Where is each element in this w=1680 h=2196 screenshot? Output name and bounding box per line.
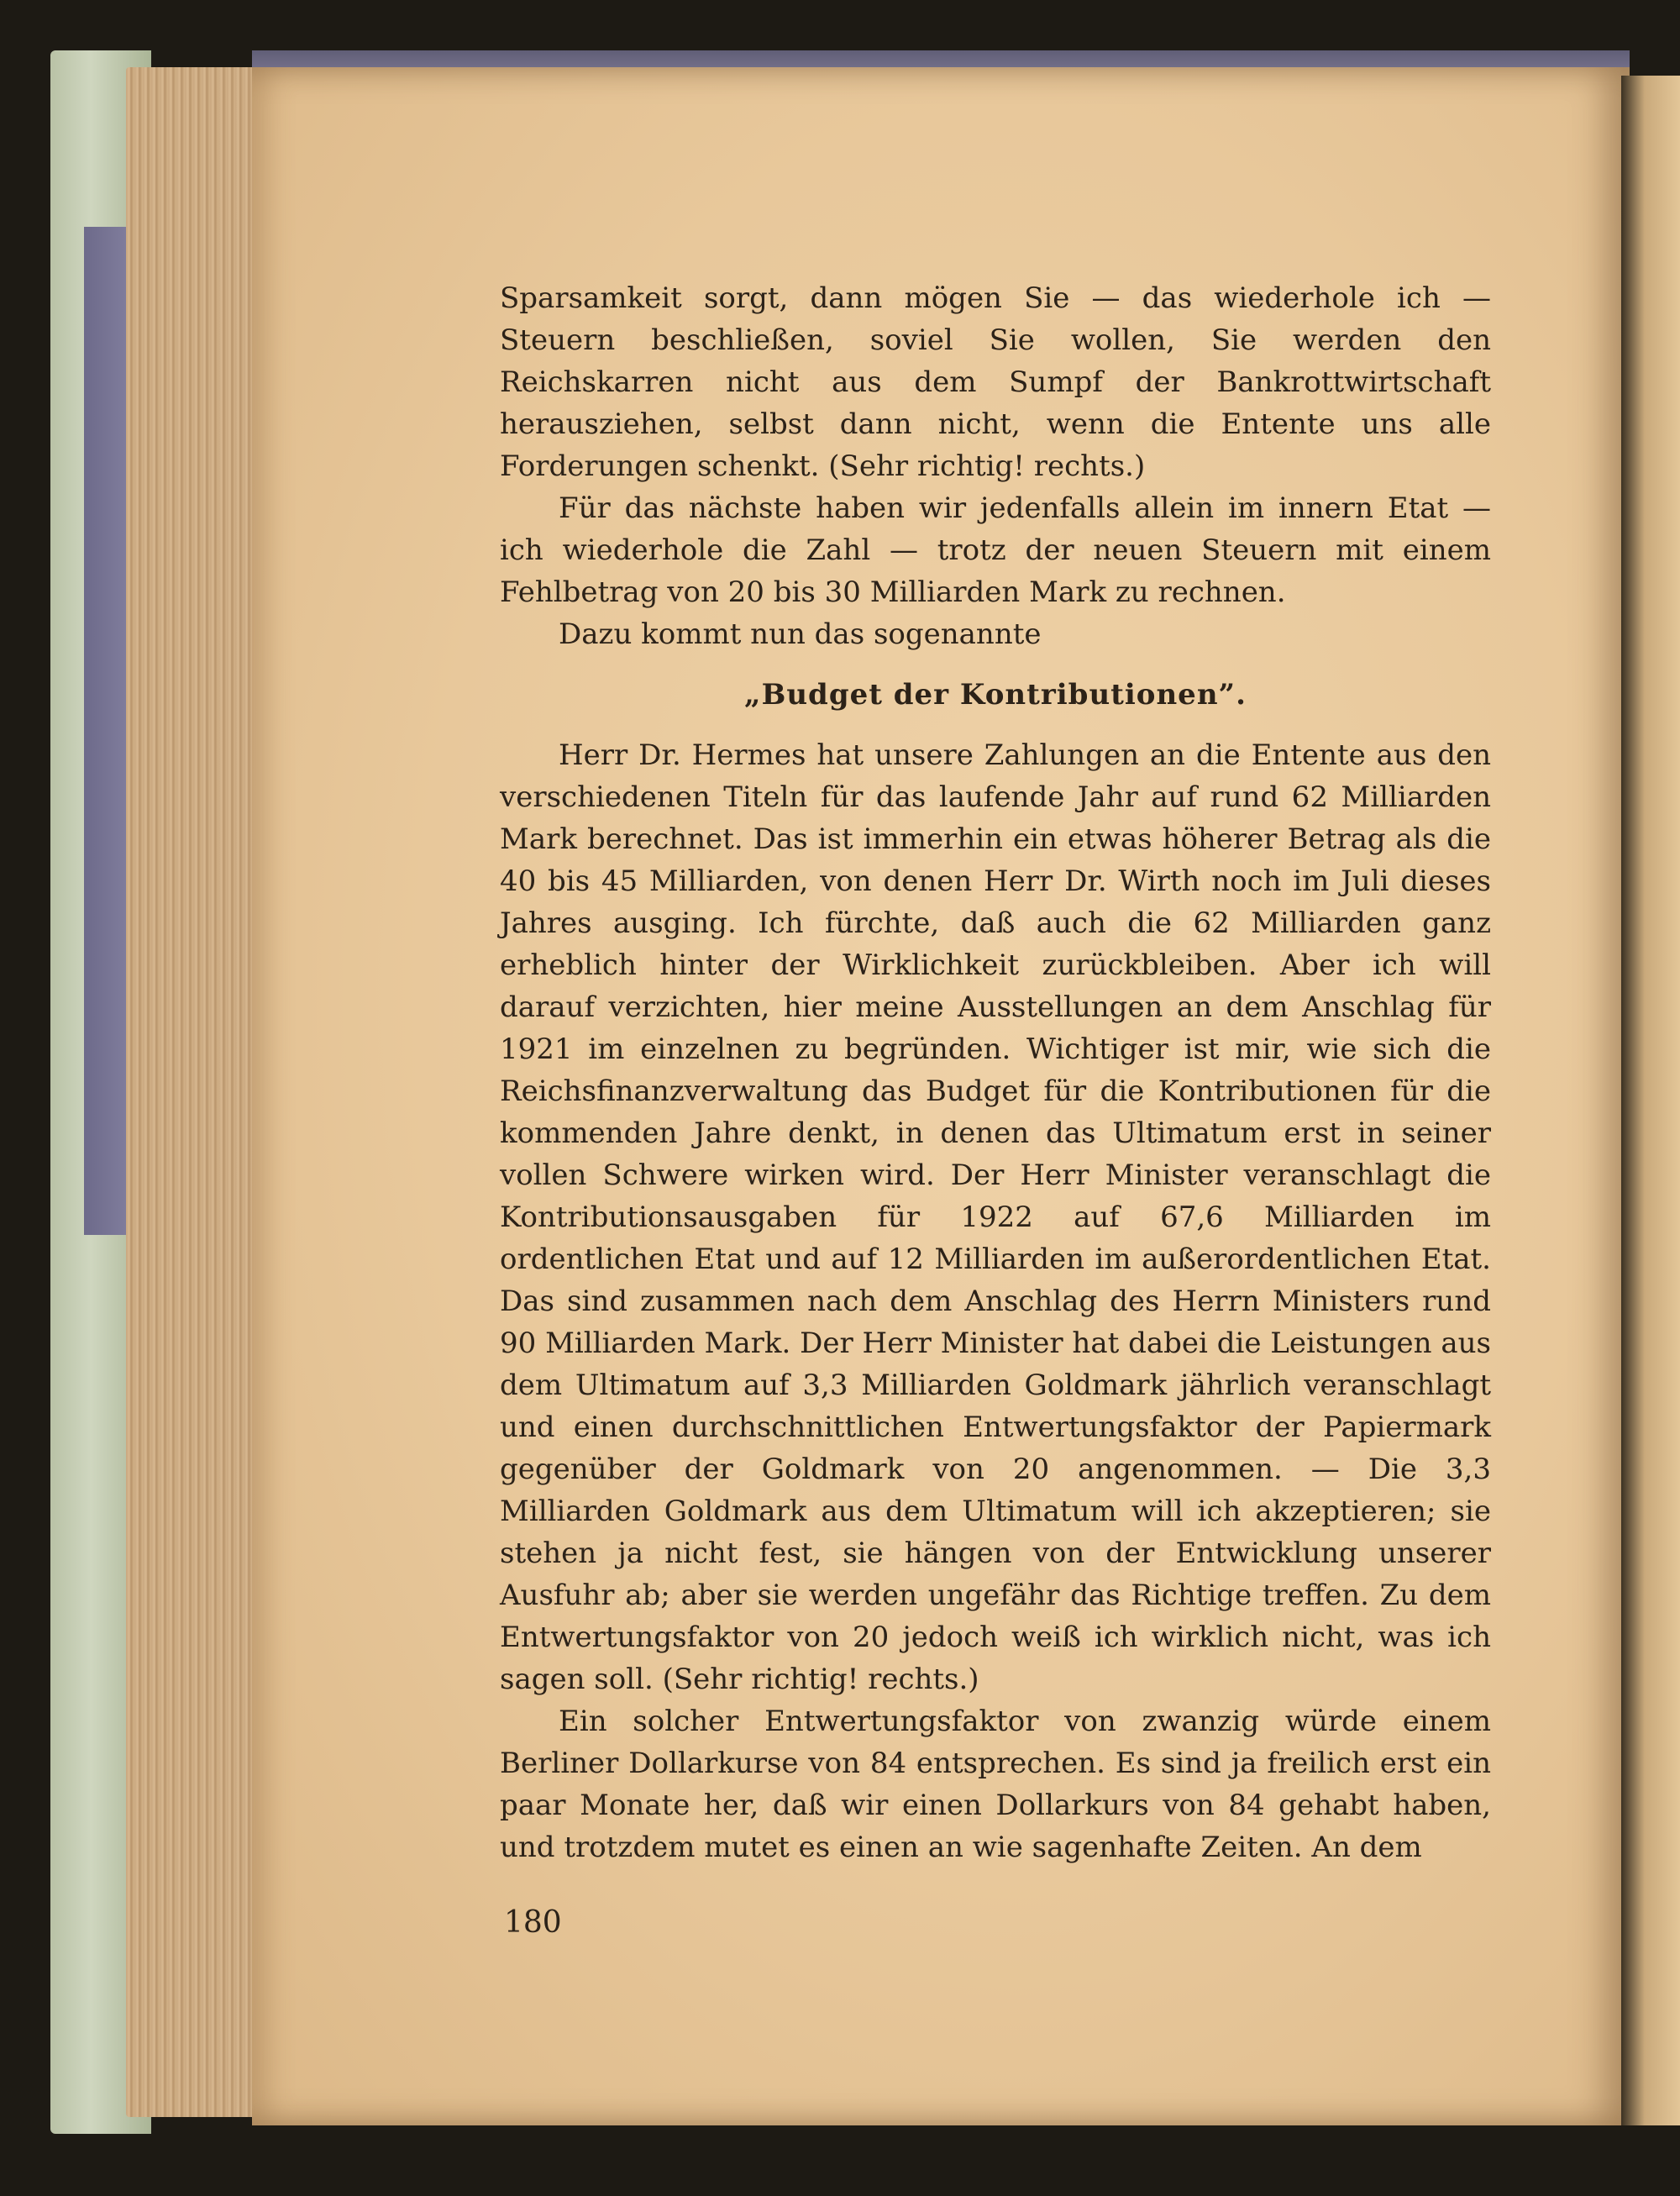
page-number: 180: [504, 1905, 562, 1940]
page-edges: [126, 67, 269, 2117]
paragraph-2: Für das nächste haben wir jedenfalls allein im innern Etat — ich wiederhole die Zahl — trotz der neuen Steuern mit einem Fehlbetrag von 20 bis 30 Milliarden Mark zu rechnen.: [500, 491, 1491, 609]
paragraph-5: Ein solcher Entwertungsfaktor von zwanzig würde einem Berliner Dollarkurse von 84 entsprechen. Es sind ja freilich erst ein paar Monate her, daß wir einen Dollarkurs von 84 gehabt haben, und trotzdem mutet es einen an wie sagenhafte Zeiten. An dem: [500, 1705, 1491, 1864]
facing-page-edge: [1621, 76, 1680, 2125]
paragraph-1: Sparsamkeit sorgt, dann mögen Sie — das wiederhole ich — Steuern beschließen, soviel Sie wollen, Sie werden den Reichskarren nicht aus dem Sumpf der Bankrottwirtschaft herausziehen, selbst dann nicht, wenn die Entente uns alle Forderungen schenkt. (Sehr richtig! rechts.): [500, 281, 1491, 483]
page-text-block: [500, 277, 1491, 1868]
section-heading: „Budget der Kontributionen”.: [744, 678, 1247, 712]
paragraph-3: Dazu kommt nun das sogenannte: [559, 617, 1042, 651]
paragraph-4: Herr Dr. Hermes hat unsere Zahlungen an die Entente aus den verschiedenen Titeln für das laufende Jahr auf rund 62 Milliarden Mark berechnet. Das ist immerhin ein etwas höherer Betrag als die 40 bis 45 Milliarden, von denen Herr Dr. Wirth noch im Juli dieses Jahres ausging. Ich fürchte, daß auch die 62 Milliarden ganz erheblich hinter der Wirklichkeit zurückbleiben. Aber ich will darauf verzichten, hier meine Ausstellungen an dem Anschlag für 1921 im einzelnen zu begründen. Wichtiger ist mir, wie sich die Reichsfinanzverwaltung das Budget für die Kontributionen für die kommenden Jahre denkt, in denen das Ultimatum erst in seiner vollen Schwere wirken wird. Der Herr Minister veranschlagt die Kontributionsausgaben für 1922 auf 67,6 Milliarden im ordentlichen Etat und auf 12 Milliarden im außerordentlichen Etat. Das sind zusammen nach dem Anschlag des Herrn Ministers rund 90 Milliarden Mark. Der Herr Minister hat dabei die Leistungen aus dem Ultimatum auf 3,3 Milliarden Goldmark jährlich veranschlagt und einen durchschnittlichen Entwertungsfaktor der Papiermark gegenüber der Goldmark von 20 angenommen. — Die 3,3 Milliarden Goldmark aus dem Ultimatum will ich akzeptieren; sie stehen ja nicht fest, sie hängen von der Entwicklung unserer Ausfuhr ab; aber sie werden ungefähr das Richtige treffen. Zu dem Entwertungsfaktor von 20 jedoch weiß ich wirklich nicht, was ich sagen soll. (Sehr richtig! rechts.): [500, 738, 1491, 1696]
